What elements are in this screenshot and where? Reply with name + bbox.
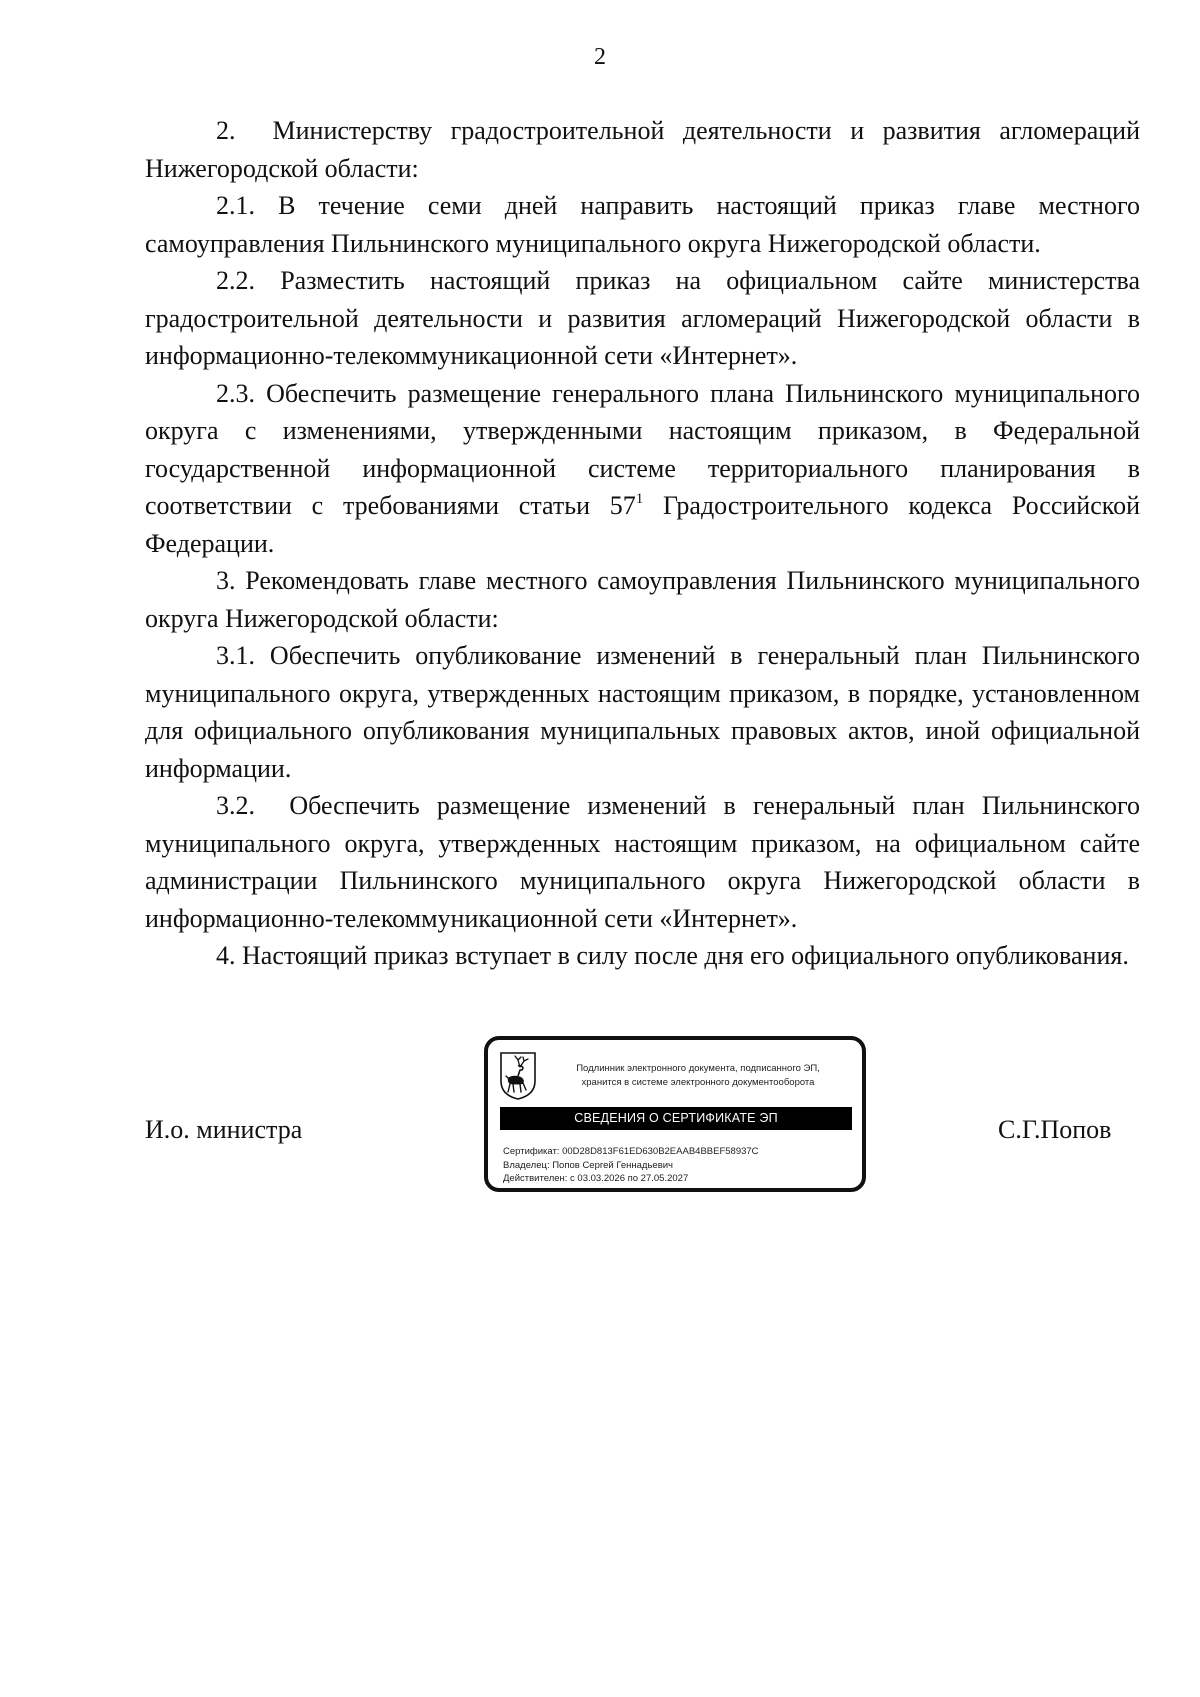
paragraph-2-3 [145, 375, 1140, 563]
stamp-caption-line: Подлинник электронного документа, подписанного ЭП, [576, 1063, 820, 1074]
signer-name: С.Г.Попов [998, 1115, 1112, 1144]
electronic-signature-stamp [484, 1036, 866, 1192]
paragraph-2-3-text-after: Градостроительного кодекса Российской Федерации. [145, 491, 1140, 558]
certificate-number: Сертификат: 00D28D813F61ED630B2EAAB4BBEF58937C [503, 1146, 759, 1157]
signer-position: И.о. министра [145, 1115, 303, 1144]
paragraph-2-2: 2.2. Разместить настоящий приказ на официальном сайте министерства градостроительной деятельности и развития агломераций Нижегородской области в информационно-телекоммуникационной сети «Интернет». [145, 266, 1140, 370]
paragraph-3-2: 3.2. Обеспечить размещение изменений в генеральный план Пильнинского муниципального округа, утвержденных настоящим приказом, на официальном сайте администрации Пильнинского муниципального округа Нижегородской области в информационно-телекоммуникационной сети «Интернет». [145, 791, 1140, 933]
article-superscript: 1 [635, 491, 644, 507]
paragraph-2-3-text-before: 2.3. Обеспечить размещение генерального плана Пильнинского муниципального округа с изменениями, утвержденными настоящим приказом, в Федеральной государственной информационной системе территориального планирования в соответствии с требованиями статьи 57 [145, 378, 1140, 520]
certificate-validity: Действителен: с 03.03.2026 по 27.05.2027 [503, 1173, 689, 1184]
certificate-banner: СВЕДЕНИЯ О СЕРТИФИКАТЕ ЭП [500, 1107, 852, 1130]
paragraph-3-1: 3.1. Обеспечить опубликование изменений в генеральный план Пильнинского муниципального округа, утвержденных настоящим приказом, в порядке, установленном для официального опубликования муниципальных правовых актов, иной официальной информации. [145, 641, 1140, 783]
paragraph-4: 4. Настоящий приказ вступает в силу после дня его официального опубликования. [216, 941, 1129, 970]
paragraph-2-1: 2.1. В течение семи дней направить настоящий приказ главе местного самоуправления Пильнинского муниципального округа Нижегородской области. [145, 191, 1140, 258]
certificate-details [503, 1145, 853, 1186]
stamp-caption [548, 1062, 848, 1089]
paragraph-3: 3. Рекомендовать главе местного самоуправления Пильнинского муниципального округа Нижегородской области: [145, 566, 1140, 633]
page-number: 2 [594, 44, 606, 70]
paragraph-2: 2. Министерству градостроительной деятельности и развития агломераций Нижегородской области: [145, 116, 1140, 183]
certificate-owner: Владелец: Попов Сергей Геннадьевич [503, 1159, 674, 1171]
stamp-caption-line: хранится в системе электронного документооборота [581, 1076, 815, 1088]
nizhny-novgorod-deer-emblem-icon [499, 1051, 537, 1101]
document-body [145, 112, 1140, 975]
